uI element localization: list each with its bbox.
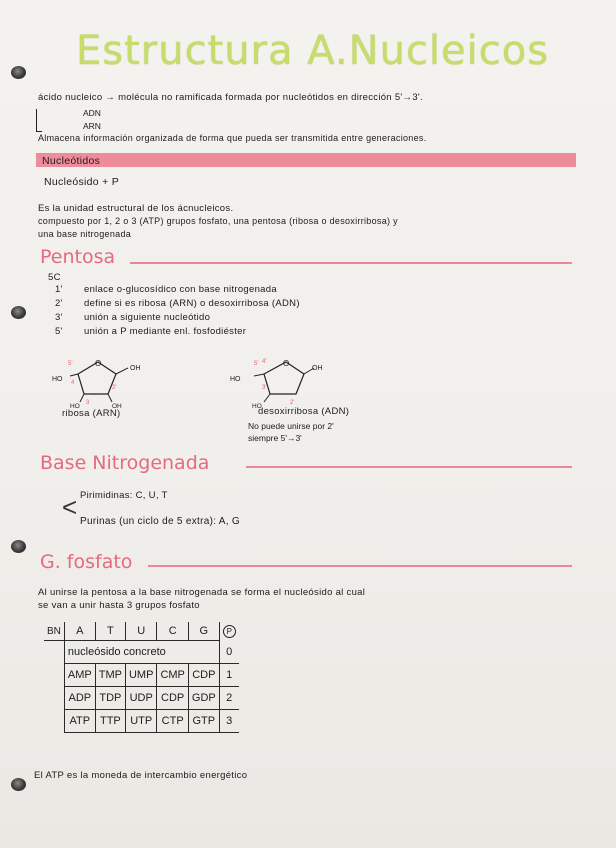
table-cell: TMP <box>95 664 125 687</box>
intro-line-1: ácido nucleico → molécula no ramificada formada por nucleótidos en dirección 5'→3'. <box>38 92 423 103</box>
table-row <box>44 641 239 664</box>
table-header-cell: C <box>157 622 188 641</box>
table-cell: CDP <box>157 687 188 710</box>
section-rule <box>246 466 572 468</box>
desoxirribosa-note-2: siempre 5'→3' <box>248 433 302 443</box>
svg-text:3': 3' <box>262 385 267 391</box>
pentosa-text-1: enlace o-glucosídico con base nitrogenada <box>84 284 277 295</box>
table-header-cell: A <box>64 622 95 641</box>
ribosa-label: ribosa (ARN) <box>62 408 121 419</box>
table-num: 0 <box>219 641 239 664</box>
bracket-mark <box>36 109 42 132</box>
fosfato-desc-1: Al unirse la pentosa a la base nitrogenada se forma el nucleósido al cual <box>38 587 366 598</box>
type-adn: ADN <box>83 108 101 118</box>
pirimidinas-text: Pirimidinas: C, U, T <box>80 490 168 501</box>
table-cell: CMP <box>157 664 188 687</box>
pentosa-pos-1: 1' <box>55 284 63 295</box>
section-heading-fosfato: G. fosfato <box>40 551 133 573</box>
svg-text:HO: HO <box>70 403 80 410</box>
pentosa-pos-2: 2' <box>55 298 63 309</box>
pentosa-text-2: define si es ribosa (ARN) o desoxirribosa (ADN) <box>84 298 300 309</box>
table-header-row <box>44 622 239 641</box>
intro-line-2: Almacena información organizada de forma que pueda ser transmitida entre generaciones. <box>38 133 427 143</box>
binder-hole <box>11 540 26 553</box>
table-row <box>44 664 239 687</box>
nucleotido-desc-2: compuesto por 1, 2 o 3 (ATP) grupos fosfato, una pentosa (ribosa o desoxirribosa) y <box>38 216 398 226</box>
pentosa-carbons: 5C <box>48 272 61 283</box>
section-heading-pentosa: Pentosa <box>40 246 116 268</box>
table-cell: GTP <box>188 710 219 733</box>
table-cell: UTP <box>125 710 156 733</box>
binder-hole <box>11 778 26 791</box>
svg-text:O: O <box>95 359 102 368</box>
pentosa-text-4: unión a P mediante enl. fosfodiéster <box>84 326 247 337</box>
svg-text:2': 2' <box>290 400 295 406</box>
svg-text:5': 5' <box>68 361 73 367</box>
pentosa-pos-4: 5' <box>55 326 63 337</box>
nucleotido-desc-1: Es la unidad estructural de los ácnucleicos. <box>38 203 234 214</box>
section-heading-base-nitrogenada: Base Nitrogenada <box>40 452 210 474</box>
fosfato-desc-2: se van a unir hasta 3 grupos fosfato <box>38 600 200 611</box>
highlight-band <box>36 153 576 167</box>
svg-text:HO: HO <box>230 376 241 383</box>
table-header-cell: BN <box>44 622 64 641</box>
section-rule <box>130 262 572 264</box>
binder-hole <box>11 66 26 79</box>
table-num: 1 <box>219 664 239 687</box>
svg-text:O: O <box>283 359 290 368</box>
page-title: Estructura A.Nucleicos <box>76 28 550 74</box>
pentosa-text-3: unión a siguiente nucleótido <box>84 312 211 323</box>
table-header-cell: G <box>188 622 219 641</box>
pentosa-pos-3: 3' <box>55 312 63 323</box>
table-header-cell: U <box>125 622 156 641</box>
binder-hole <box>11 306 26 319</box>
table-cell: CDP <box>188 664 219 687</box>
svg-text:4': 4' <box>262 359 267 365</box>
desoxirribosa-note-1: No puede unirse por 2' <box>248 421 334 431</box>
table-cell: AMP <box>64 664 95 687</box>
phosphate-icon: P <box>223 625 236 638</box>
svg-text:OH: OH <box>312 365 323 372</box>
desoxirribosa-structure-diagram <box>224 352 344 410</box>
table-cell-concrete: nucleósido concreto <box>64 641 219 664</box>
svg-text:OH: OH <box>112 403 122 410</box>
table-cell: ATP <box>64 710 95 733</box>
table-num: 2 <box>219 687 239 710</box>
svg-text:HO: HO <box>52 376 63 383</box>
table-row <box>44 687 239 710</box>
fosfato-footer: El ATP es la moneda de intercambio energético <box>34 770 248 781</box>
table-cell: UMP <box>125 664 156 687</box>
table-cell: TDP <box>95 687 125 710</box>
svg-text:HO: HO <box>252 403 262 410</box>
svg-text:4: 4 <box>71 380 75 386</box>
type-arn: ARN <box>83 121 101 131</box>
section-rule <box>148 565 572 567</box>
table-header-cell: T <box>95 622 125 641</box>
nucleotido-desc-3: una base nitrogenada <box>38 229 132 239</box>
svg-text:OH: OH <box>130 365 141 372</box>
table-row <box>44 710 239 733</box>
table-cell: UDP <box>125 687 156 710</box>
nucleotido-formula: Nucleósido + P <box>44 176 120 188</box>
purinas-text: Purinas (un ciclo de 5 extra): A, G <box>80 516 241 527</box>
table-cell: ADP <box>64 687 95 710</box>
svg-text:5': 5' <box>254 361 259 367</box>
nucleotide-table <box>44 622 239 733</box>
section-heading-nucleotidos: Nucleótidos <box>42 155 101 167</box>
phosphate-icon-cell <box>219 622 239 641</box>
brace-mark: < <box>62 492 78 522</box>
ribosa-structure-diagram <box>46 352 156 410</box>
table-num: 3 <box>219 710 239 733</box>
svg-text:3: 3 <box>86 400 90 406</box>
desoxirribosa-label: desoxirribosa (ADN) <box>258 406 350 417</box>
table-cell: GDP <box>188 687 219 710</box>
svg-text:2': 2' <box>112 385 117 391</box>
table-cell: TTP <box>95 710 125 733</box>
table-cell: CTP <box>157 710 188 733</box>
